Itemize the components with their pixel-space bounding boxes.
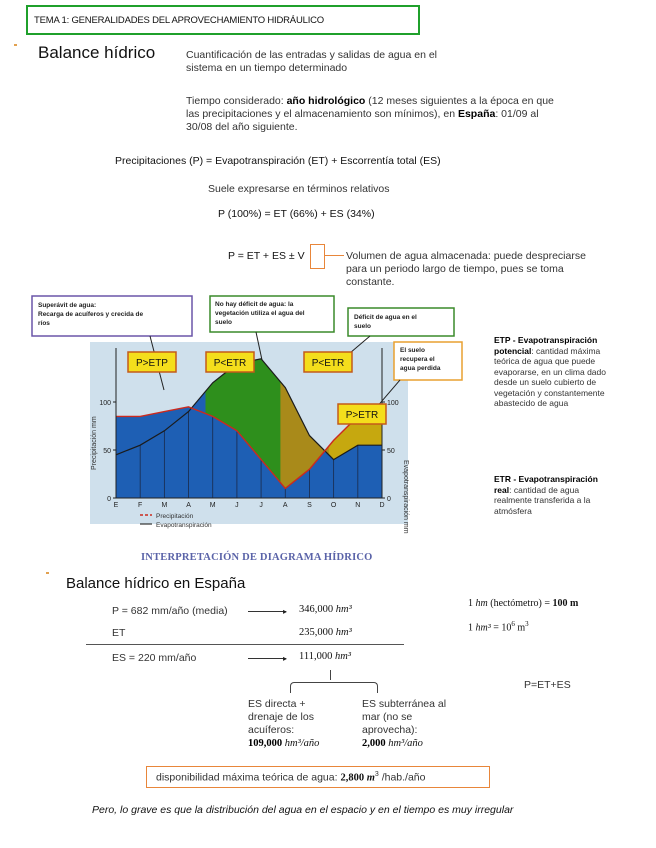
row-p-label: P = 682 mm/año (media) [112, 605, 228, 617]
topic-header: TEMA 1: GENERALIDADES DEL APROVECHAMIENTO HIDRÁULICO [26, 5, 420, 35]
month-label: S [307, 502, 312, 509]
callout-recupera-line3: agua perdida [400, 365, 441, 372]
formula-summary: P=ET+ES [524, 679, 571, 691]
left-tick-label: 100 [99, 400, 111, 407]
callout-deficit-line2: suelo [354, 323, 371, 330]
callout-recupera-line2: recupera el [400, 356, 435, 363]
hm-definition: 1 hm (hectómetro) = 100 m [468, 598, 579, 609]
closing-statement: Pero, lo grave es que la distribución del agua en el espacio y en el tiempo es muy irregular [92, 804, 514, 816]
margin-mark-2 [46, 572, 49, 574]
legend-evapo-label: Evapotranspiración [156, 522, 212, 529]
es-direct: ES directa + drenaje de los acuíferos: 109,000 hm³/año [248, 698, 320, 749]
section-title-balance: Balance hídrico [38, 43, 156, 62]
right-tick-label: 100 [387, 400, 399, 407]
callout-recupera-line1: El suelo [400, 347, 425, 354]
split-brace [290, 682, 378, 693]
callout-no-deficit-line3: suelo [215, 319, 232, 326]
month-label: M [161, 502, 168, 509]
row-es-arrow-head: ▸ [283, 654, 288, 663]
month-label: N [355, 502, 361, 509]
label-p-lt-etr1: P<ETR [213, 358, 247, 369]
relative-note: Suele expresarse en términos relativos [208, 183, 390, 195]
month-label: A [186, 502, 191, 509]
callout-no-deficit-line1: No hay déficit de agua: la [215, 301, 294, 308]
month-label: D [379, 502, 385, 509]
availability-text: disponibilidad máxima teórica de agua: 2,800 $m^3$ /hab./año [156, 771, 426, 784]
callout-no-deficit-line2: vegetación utiliza el agua del [215, 310, 305, 317]
right-tick-label: 50 [387, 448, 395, 455]
label-p-gt-etr: P>ETR [345, 410, 379, 421]
margin-mark [14, 44, 17, 46]
callout-deficit [348, 308, 454, 336]
label-p-lt-etr2: P<ETR [311, 358, 345, 369]
diagram-caption: INTERPRETACIÓN DE DIAGRAMA HÍDRICO [141, 552, 373, 563]
label-p-gt-etp: P>ETP [136, 358, 168, 369]
time-text: Tiempo considerado: año hidrológico (12 meses siguientes a la época en que las precipitaciones y el almacenamiento son mínimos), en España: 01/09 al 30/08 del año siguiente. [186, 95, 554, 133]
month-label: J [235, 502, 239, 509]
es-subterranea: ES subterránea al mar (no se aprovecha): 2,000 hm³/año [362, 698, 447, 749]
month-label: A [282, 502, 288, 509]
month-label: J [259, 502, 263, 509]
row-p-arrow-head: ▸ [283, 607, 288, 616]
etp-definition: ETP - Evapotranspiración potencial: cantidad máxima teórica de agua que puede evaporarse, en un clima dado desde un suelo cubierto de vegetación y constantemente abastecido de agua [494, 335, 606, 408]
month-label: O [330, 502, 337, 509]
sum-rule [86, 644, 404, 645]
storage-note: Volumen de agua almacenada: puede despreciarse para un periodo largo de tiempo, pues se toma constante. [346, 250, 586, 288]
right-axis-title: Evapotranspiración mm [402, 460, 409, 534]
left-tick-label: 0 [107, 496, 111, 503]
right-tick-label: 0 [387, 496, 391, 503]
callout-deficit-line1: Déficit de agua en el [354, 314, 417, 321]
etr-definition: ETR - Evapotranspiración real: cantidad de agua realmente transferida a la atmósfera [494, 474, 598, 516]
water-balance-diagram [30, 290, 470, 540]
row-es-label: ES = 220 mm/año [112, 652, 197, 664]
relative-equation: P (100%) = ET (66%) + ES (34%) [218, 208, 375, 220]
callout-superavit-line3: ríos [38, 320, 50, 327]
month-label: E [113, 502, 119, 509]
section-title-spain: Balance hídrico en España [66, 575, 246, 592]
v-connector-line [324, 255, 344, 256]
callout-superavit-line2: Recarga de acuíferos y crecida de [38, 311, 144, 318]
callout-superavit-line1: Superávit de agua: [38, 302, 97, 309]
month-label: F [138, 502, 143, 509]
legend-precip-label: Precipitación [156, 513, 194, 520]
row-et-label: ET [112, 627, 126, 639]
hm3-definition: 1 $hm^3 = 10^6$ $m^3$ [468, 620, 529, 634]
main-equation: Precipitaciones (P) = Evapotranspiración (ET) + Escorrentía total (ES) [115, 155, 441, 167]
row-p-value: 346,000 hm³ [299, 604, 352, 615]
definition-text: Cuantificación de las entradas y salidas de agua en el sistema en un tiempo determinado [186, 49, 437, 74]
row-et-value: 235,000 hm³ [299, 627, 352, 638]
row-p-arrow [248, 611, 286, 612]
split-stem [330, 670, 331, 680]
storage-equation: P = ET + ES ± V [228, 250, 305, 262]
left-axis-title: Precipitación mm [91, 416, 98, 470]
left-tick-label: 50 [103, 448, 111, 455]
v-highlight-box [310, 244, 325, 269]
month-label: M [209, 502, 216, 509]
row-es-value: 111,000 hm³ [299, 651, 351, 662]
row-es-arrow [248, 658, 286, 659]
